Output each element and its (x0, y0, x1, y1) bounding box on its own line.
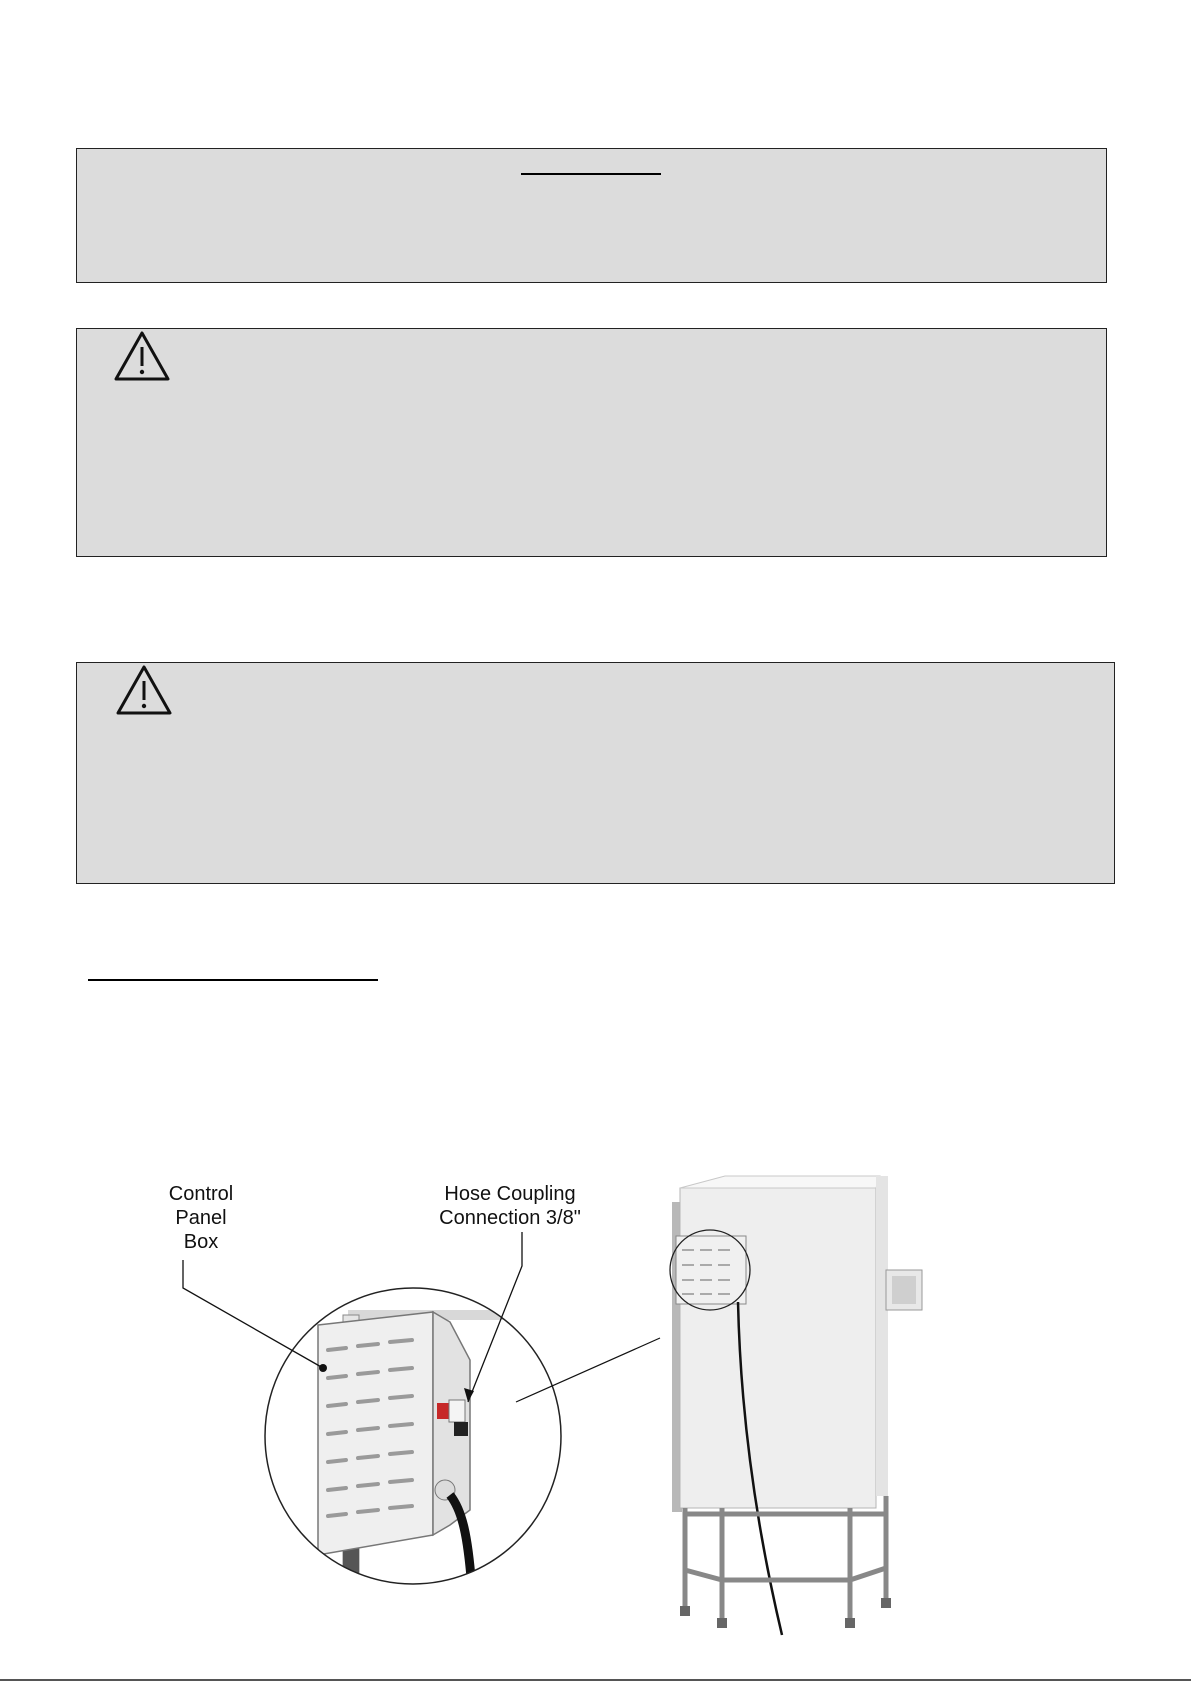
control-panel-label-line1: Control (168, 1183, 234, 1205)
warning-box-1 (76, 328, 1107, 557)
warning-box-2 (76, 662, 1115, 884)
note-box (76, 148, 1107, 283)
cabinet-figure (150, 1170, 980, 1640)
dryer-cabinet (670, 1176, 922, 1635)
hose-coupling-label-line2: Connection 3/8" (439, 1207, 581, 1229)
note-heading-underline (521, 173, 661, 175)
warning-triangle-icon (113, 330, 171, 382)
control-panel-detail (250, 1280, 588, 1610)
warning-triangle-icon (115, 664, 173, 716)
control-panel-label-line3: Box (183, 1231, 219, 1253)
control-panel-label-line2: Panel (175, 1207, 227, 1229)
section-heading-underline (88, 979, 378, 981)
hose-coupling-label-line1: Hose Coupling (444, 1183, 576, 1205)
page-bottom-rule (0, 1679, 1191, 1681)
